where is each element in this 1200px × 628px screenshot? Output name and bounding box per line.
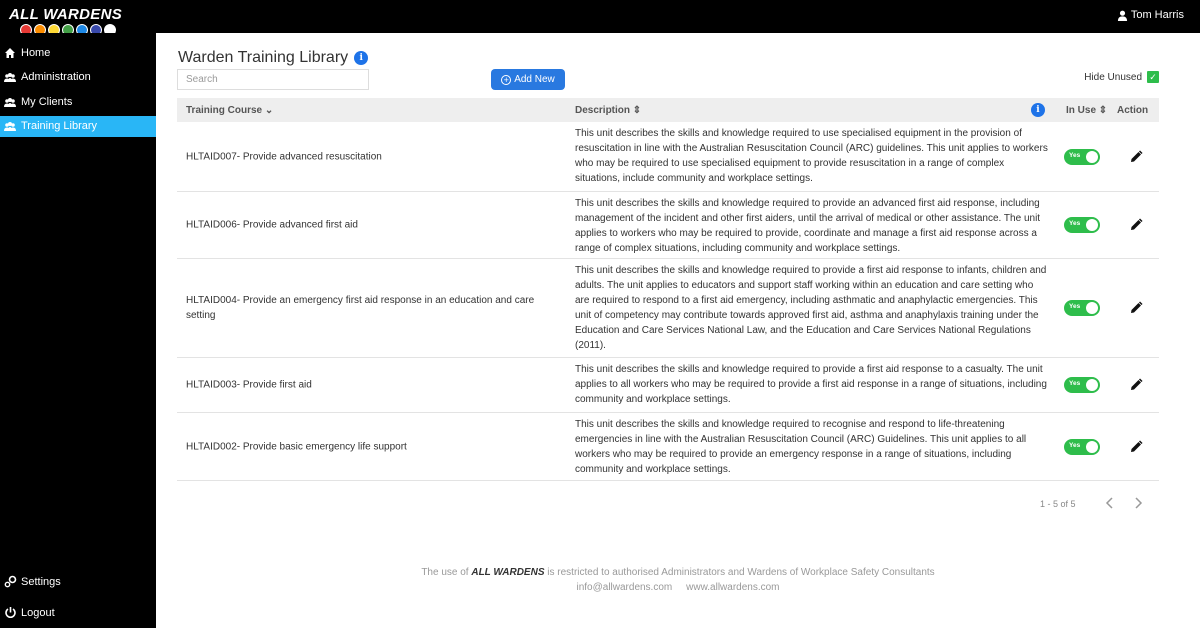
- in-use-toggle[interactable]: Yes: [1064, 217, 1100, 233]
- footer-contacts: [156, 582, 1200, 593]
- sidebar-item-administration[interactable]: [0, 67, 156, 88]
- chevron-right-icon[interactable]: [1131, 496, 1145, 510]
- sort-icon: ⇕: [632, 104, 642, 116]
- pencil-icon[interactable]: [1129, 218, 1143, 232]
- user-menu[interactable]: [1117, 9, 1184, 21]
- toggle-knob: [1086, 441, 1098, 453]
- pencil-icon[interactable]: [1129, 378, 1143, 392]
- header-in-use[interactable]: In Use ⇕: [1066, 104, 1108, 116]
- description-cell: This unit describes the skills and knowledge required to provide a first aid response to infants, children and adults. The unit applies to educators and support staff working within an education and care setting who are required to respond to a first aid emergency, including asthmatic and anaphylactic emergencies. This unit of competency may contribute towards approved first aid, asthma and anaphylaxis training under the Education and Care Services National Law, and the Education and Care Services National Regulations (2011).: [575, 265, 1047, 351]
- toggle-knob: [1086, 219, 1098, 231]
- sidebar-item-my-clients[interactable]: [0, 91, 156, 112]
- user-icon: [1117, 10, 1128, 21]
- header-description[interactable]: Description ⇕: [575, 104, 642, 116]
- training-course-cell: HLTAID003- Provide first aid: [186, 379, 312, 391]
- hide-unused-checkbox[interactable]: ✓: [1147, 71, 1159, 83]
- page-title: Warden Training Library i: [178, 49, 368, 67]
- training-table: [177, 98, 1159, 481]
- search-input[interactable]: [177, 69, 369, 90]
- sidebar-item-label: My Clients: [21, 95, 73, 108]
- in-use-toggle[interactable]: Yes: [1064, 149, 1100, 165]
- pencil-icon[interactable]: [1129, 440, 1143, 454]
- description-cell: This unit describes the skills and knowledge required to provide an advanced first aid response, including management of the incident and other first aiders, until the arrival of medical or other assistance. The unit applies to workers who may be required to provide, coordinate and manage a first aid response across a range of complex situations, including community and workplace settings.: [575, 198, 1041, 254]
- table-row: [177, 192, 1159, 259]
- table-header: [177, 98, 1159, 122]
- hide-unused-label: Hide Unused: [1084, 71, 1142, 83]
- training-course-cell: HLTAID007- Provide advanced resuscitation: [186, 151, 382, 162]
- sidebar-item-training-library[interactable]: [0, 116, 156, 137]
- in-use-toggle[interactable]: Yes: [1064, 439, 1100, 455]
- sort-icon: ⇕: [1098, 104, 1108, 116]
- home-icon: [3, 46, 17, 60]
- in-use-toggle[interactable]: Yes: [1064, 300, 1100, 316]
- sidebar-item-label: Home: [21, 46, 51, 59]
- plus-icon: +: [501, 75, 511, 85]
- table-row: [177, 122, 1159, 192]
- sidebar-item-settings[interactable]: [0, 571, 156, 592]
- in-use-toggle[interactable]: Yes: [1064, 377, 1100, 393]
- sidebar-item-home[interactable]: [0, 42, 156, 63]
- footer-brand: ALL WARDENS: [471, 567, 545, 578]
- sidebar-item-label: Settings: [21, 575, 61, 588]
- sidebar-item-logout[interactable]: [0, 602, 156, 623]
- main-content: [156, 33, 1200, 628]
- users-icon: [3, 95, 17, 109]
- users-icon: [3, 70, 17, 84]
- user-name: Tom Harris: [1130, 9, 1184, 21]
- power-icon: [3, 606, 17, 620]
- pagination-info: 1 - 5 of 5: [1040, 499, 1076, 509]
- hide-unused-filter: [1084, 71, 1159, 83]
- footer-notice: The use of ALL WARDENS is restricted to authorised Administrators and Wardens of Workplace Safety Consultants: [421, 567, 935, 578]
- header-training-course[interactable]: Training Course ⌄: [186, 104, 274, 116]
- footer-email[interactable]: info@allwardens.com: [576, 582, 673, 593]
- app-logo[interactable]: ALL WARDENS: [9, 6, 123, 23]
- pencil-icon[interactable]: [1129, 301, 1143, 315]
- sidebar-item-label: Training Library: [21, 120, 98, 132]
- description-cell: This unit describes the skills and knowledge required to recognise and respond to life-threatening emergencies in line with the Australian Resuscitation Council (ARC) Guidelines. This unit applies to all workers who may be required to provide an emergency response in a range of situations, including community and workplace settings.: [575, 419, 1027, 475]
- sort-down-icon: ⌄: [264, 104, 274, 116]
- gear-icon: [3, 575, 17, 589]
- chevron-left-icon[interactable]: [1103, 496, 1117, 510]
- info-icon[interactable]: i: [354, 51, 368, 65]
- add-new-button[interactable]: + Add New: [491, 69, 565, 90]
- training-course-cell: HLTAID004- Provide an emergency first aid response in an education and care setting: [186, 295, 535, 321]
- users-icon: [3, 119, 17, 133]
- training-course-cell: HLTAID002- Provide basic emergency life support: [186, 441, 407, 452]
- description-cell: This unit describes the skills and knowledge required to use specialised equipment in the provision of resuscitation in line with the Australian Resuscitation Council (ARC) guidelines. This unit applies to workers who may be required to use specialised equipment to provide resuscitation in a range of complex situations, include community and workplace settings.: [575, 128, 1048, 184]
- table-row: [177, 259, 1159, 358]
- description-info-icon[interactable]: i: [1031, 103, 1045, 117]
- description-cell: This unit describes the skills and knowledge required to provide a first aid response to a casualty. The unit applies to all workers who may be required to provide a first aid response in a range of situations, including community and workplace settings.: [575, 364, 1047, 405]
- footer-website[interactable]: www.allwardens.com: [686, 582, 780, 593]
- sidebar-item-label: Administration: [21, 71, 91, 83]
- sidebar: [0, 33, 156, 628]
- toggle-knob: [1086, 151, 1098, 163]
- header-action: Action: [1117, 104, 1149, 116]
- toggle-knob: [1086, 379, 1098, 391]
- sidebar-item-label: Logout: [21, 606, 55, 619]
- pencil-icon[interactable]: [1129, 150, 1143, 164]
- top-bar: [0, 0, 1200, 33]
- table-row: [177, 413, 1159, 481]
- table-row: [177, 358, 1159, 413]
- toggle-knob: [1086, 302, 1098, 314]
- training-course-cell: HLTAID006- Provide advanced first aid: [186, 219, 358, 231]
